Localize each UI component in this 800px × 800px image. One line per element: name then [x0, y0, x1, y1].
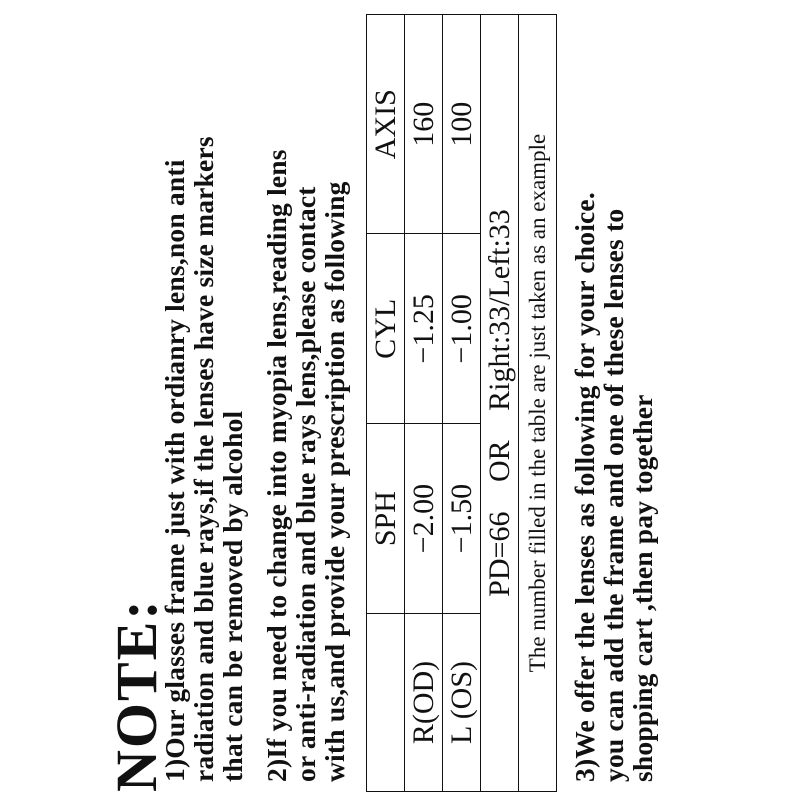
- table-row: [519, 15, 557, 792]
- pd-or: OR: [482, 440, 516, 483]
- table-cell: −2.00: [405, 424, 443, 614]
- note-paragraph-2-line: with us,and provide your prescription as following: [319, 181, 350, 782]
- note-paragraph-3-line: you can add the frame and one of these lenses to: [598, 208, 629, 782]
- table-row: [405, 15, 443, 792]
- table-row: [443, 15, 481, 792]
- table-header-cell: CYL: [367, 234, 405, 424]
- table-cell: L (OS): [443, 613, 481, 791]
- table-header-cell: SPH: [367, 424, 405, 614]
- note-title: NOTE:: [104, 598, 169, 792]
- note-paragraph-3-line: 3)We offer the lenses as following for your choice.: [569, 192, 600, 782]
- table-cell: R(OD): [405, 613, 443, 791]
- prescription-table: [366, 14, 557, 792]
- note-paragraph-2-line: or anti-radiation and blue rays lens,please contact: [290, 186, 321, 782]
- table-cell: 160: [405, 15, 443, 234]
- note-paragraph-2-line: 2)If you need to change into myopia lens,reading lens: [261, 149, 292, 782]
- example-note: The number filled in the table are just taken as an example: [519, 15, 557, 792]
- note-paragraph-1-line: radiation and blue rays,if the lenses have size markers: [188, 136, 219, 782]
- pd-right-left: Right:33/Left:33: [482, 209, 516, 411]
- note-paragraph-1-line: that can be removed by alcohol: [217, 410, 248, 782]
- table-header-cell: AXIS: [367, 15, 405, 234]
- table-cell: −1.00: [443, 234, 481, 424]
- table-cell: 100: [443, 15, 481, 234]
- table-row: [481, 15, 519, 792]
- note-paragraph-2: [262, 149, 349, 782]
- table-header-cell: [367, 613, 405, 791]
- note-paragraph-3: [570, 192, 657, 782]
- table-header-row: [367, 15, 405, 792]
- pd-row: [481, 15, 519, 792]
- note-paragraph-3-line: shopping cart ,then pay together: [627, 394, 658, 782]
- pd-value: PD=66: [482, 511, 516, 597]
- table-cell: −1.25: [405, 234, 443, 424]
- note-paragraph-1-line: 1)Our glasses frame just with ordianry lens,non anti: [159, 159, 190, 782]
- note-paragraph-1: [160, 136, 247, 782]
- table-cell: −1.50: [443, 424, 481, 614]
